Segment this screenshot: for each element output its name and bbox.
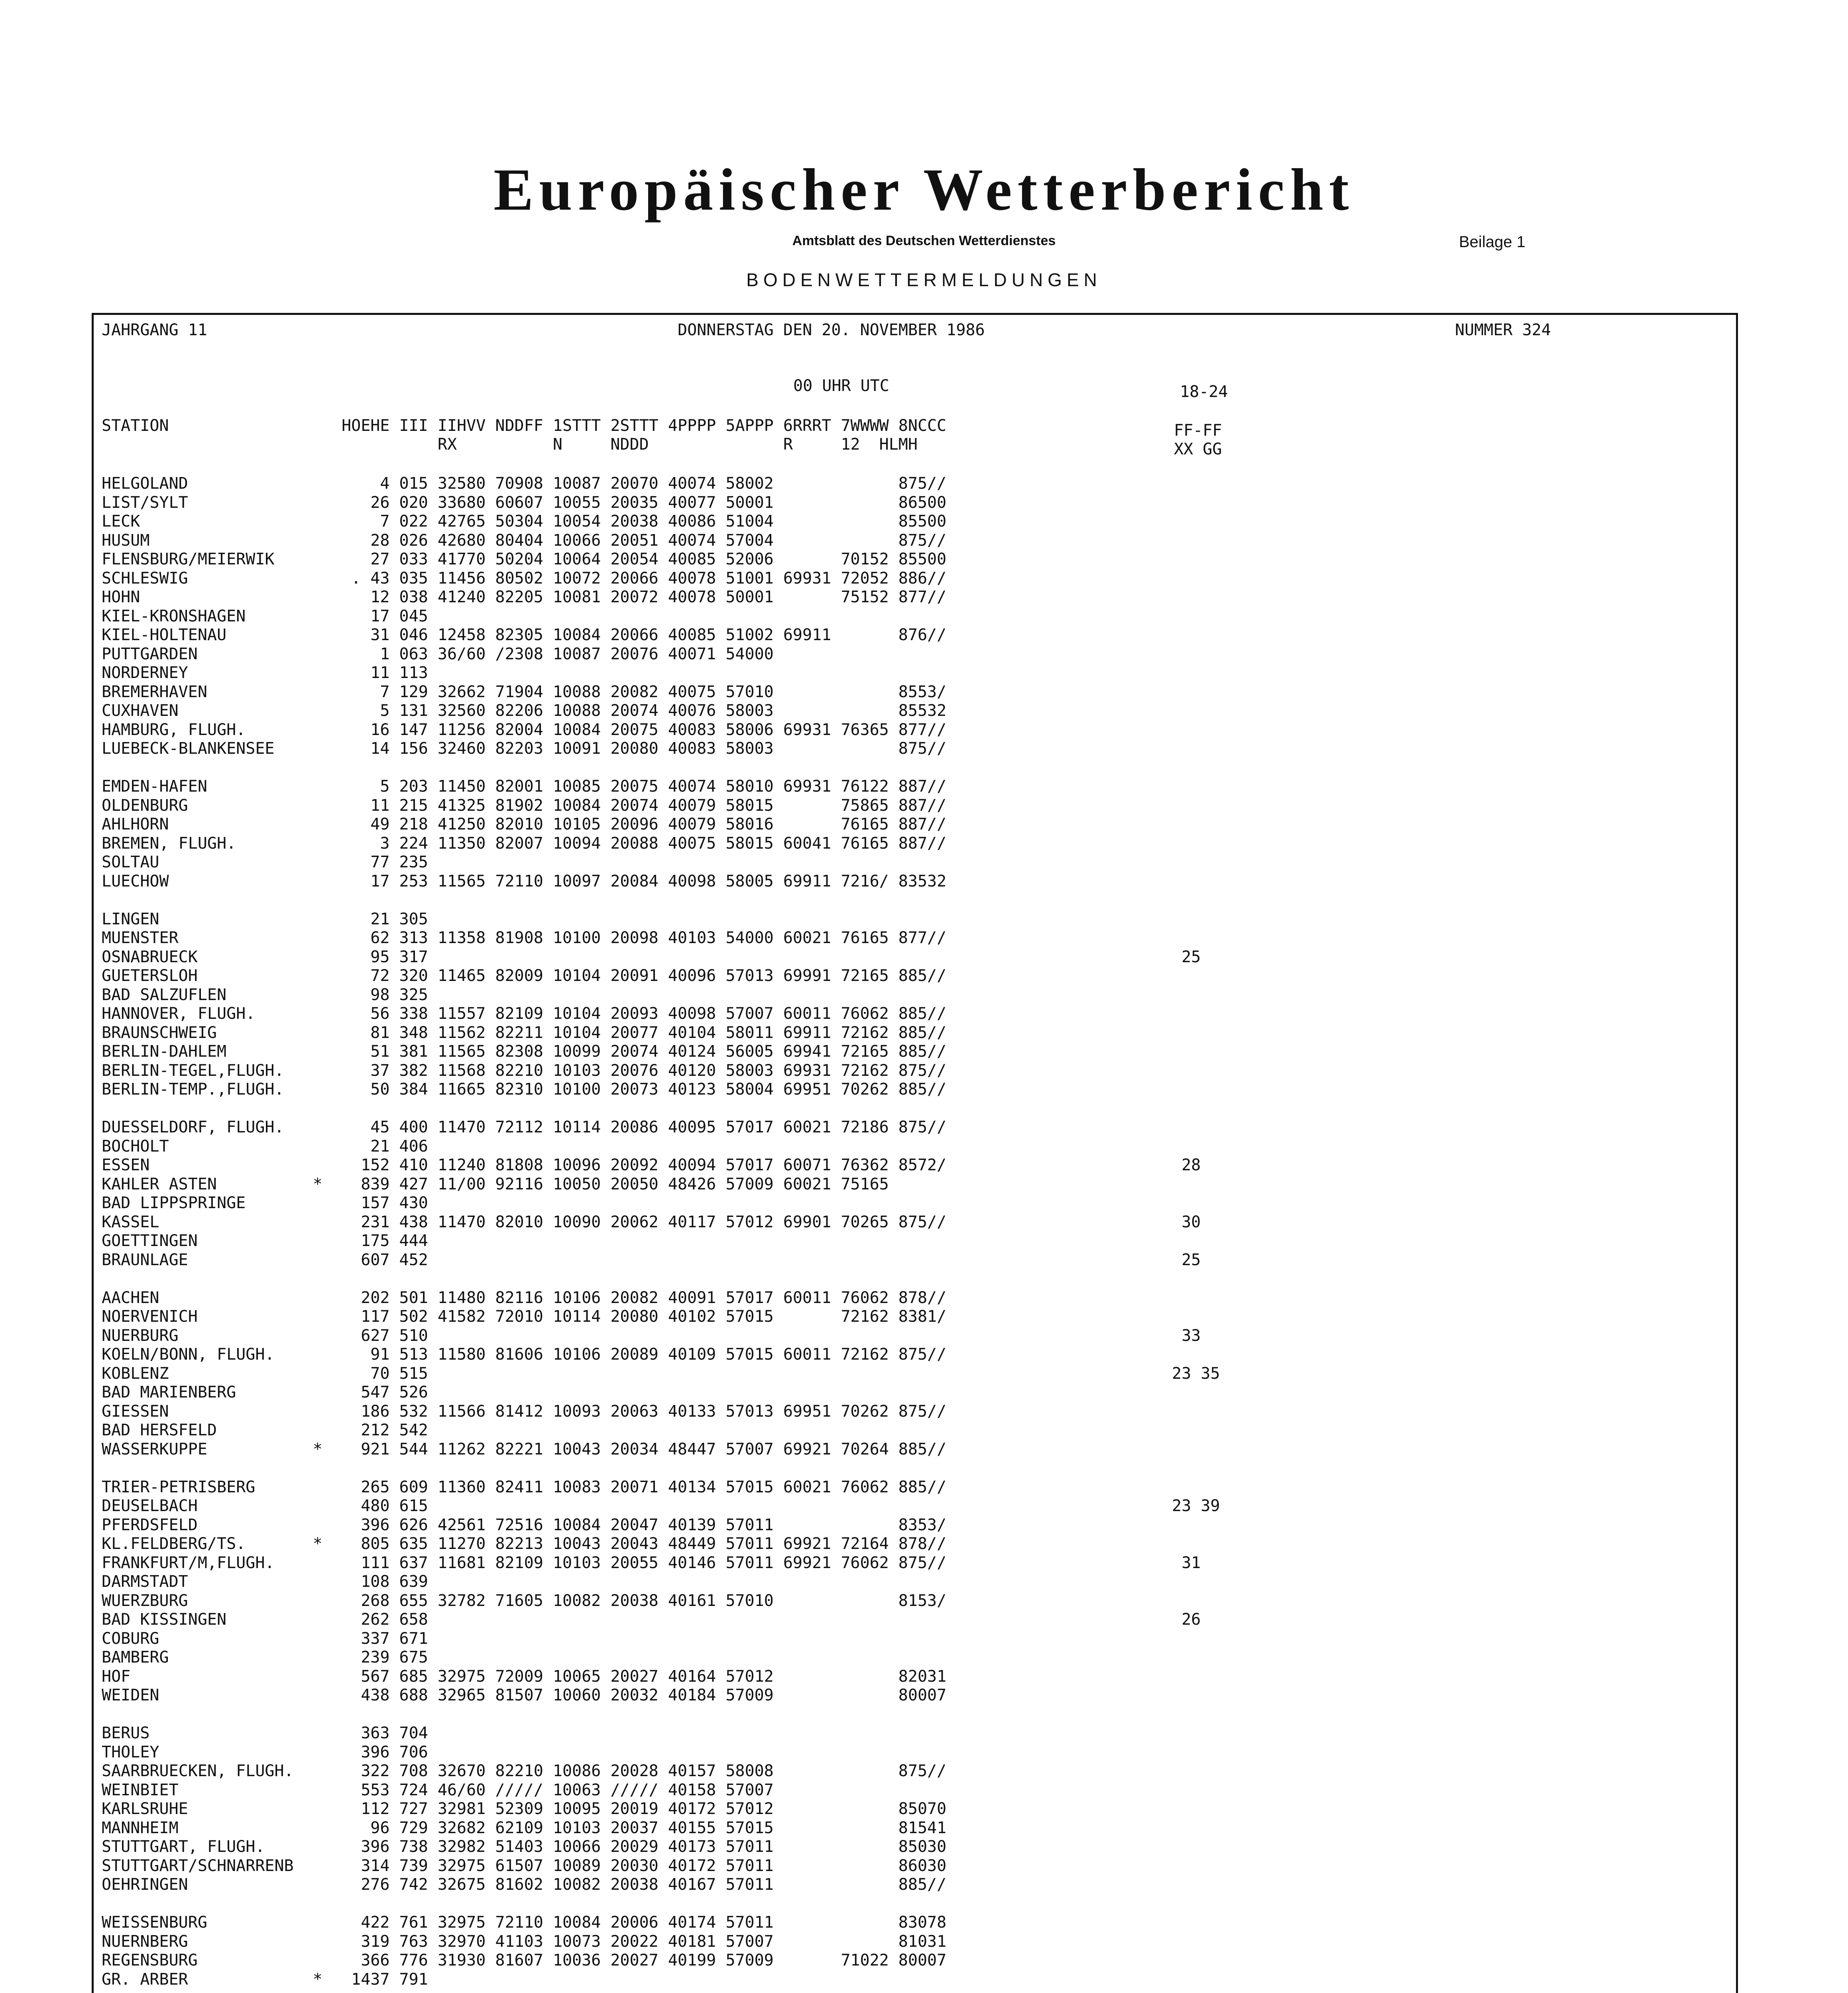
ff-header-row2: XX GG	[1174, 440, 1222, 458]
ff-range-label: 18-24	[1180, 383, 1228, 401]
station-table: HELGOLAND 4 015 32580 70908 10087 20070 40074 58002 875// LIST/SYLT 26 020 33680 60607 10055 20035 40077 50001 86500 LECK 7 022 42765 50304 10054 20038 40086 51004 85500 HUSUM 28 026 42680 80404 10066 20051 40074 57004 875// FLENSBURG/MEIERWIK 27 033 41770 50204 10064 20054 40085 52006 70152 85500 SCHLESWIG . 43 035 11456 80502 10072 20066 40078 51001 69931 72052 886// HOHN 12 038 41240 82205 10081 20072 40078 50001 75152 877// KIEL-KRONSHAGEN 17 045 KIEL-HOLTENAU 31 046 12458 82305 10084 20066 40085 51002 69911 876// PUTTGARDEN 1 063 36/60 /2308 10087 20076 40071 54000 NORDERNEY 11 113 BREMERHAVEN 7 129 32662 71904 10088 20082 40075 57010 8553/ CUXHAVEN 5 131 32560 82206 10088 20074 40076 58003 85532 HAMBURG, FLUGH. 16 147 11256 82004 10084 20075 40083 58006 69931 76365 877// LUEBECK-BLANKENSEE 14 156 32460 82203 10091 20080 40083 58003 875// EMDEN-HAFEN 5 203 11450 82001 10085 20075 40074 58010 69931 76122 887// OLDENBURG 11 215 41325 81902 10084 20074 40079 58015 75865 887// AHLHORN 49 218 41250 82010 10105 20096 40079 58016 76165 887// BREMEN, FLUGH. 3 224 11350 82007 10094 20088 40075 58015 60041 76165 887// SOLTAU 77 235 LUECHOW 17 253 11565 72110 10097 20084 40098 58005 69911 7216/ 83532 LINGEN 21 305 MUENSTER 62 313 11358 81908 10100 20098 40103 54000 60021 76165 877// OSNABRUECK 95 317 GUETERSLOH 72 320 11465 82009 10104 20091 40096 57013 69991 72165 885// BAD SALZUFLEN 98 325 HANNOVER, FLUGH. 56 338 11557 82109 10104 20093 40098 57007 60011 76062 885// BRAUNSCHWEIG 81 348 11562 82211 10104 20077 40104 58011 69911 72162 885// BERLIN-DAHLEM 51 381 11565 82308 10099 20074 40124 56005 69941 72165 885// BERLIN-TEGEL,FLUGH. 37 382 11568 82210 10103 20076 40120 58003 69931 72162 875// BERLIN-TEMP.,FLUGH. 50 384 11665 82310 10100 20073 40123 58004 69951 70262 885// DUESSELDORF, FLUGH. 45 400 11470 72112 10114 20086 40095 57017 60021 72186 875// BOCHOLT 21 406 ESSEN 152 410 11240 81808 10096 20092 40094 57017 60071 76362 8572/ KAHLER ASTEN * 839 427 11/00 92116 10050 20050 48426 57009 60021 75165 BAD LIPPSPRINGE 157 430 KASSEL 231 438 11470 82010 10090 20062 40117 57012 69901 70265 875// GOETTINGEN 175 444 BRAUNLAGE 607 452 AACHEN 202 501 11480 82116 10106 20082 40091 57017 60011 76062 878// NOERVENICH 117 502 41582 72010 10114 20080 40102 57015 72162 8381/ NUERBURG 627 510 KOELN/BONN, FLUGH. 91 513 11580 81606 10106 20089 40109 57015 60011 72162 875// KOBLENZ 70 515 BAD MARIENBERG 547 526 GIESSEN 186 532 11566 81412 10093 20063 40133 57013 69951 70262 875// BAD HERSFELD 212 542 WASSERKUPPE * 921 544 11262 82221 10043 20034 48447 57007 69921 70264 885// TRIER-PETRISBERG 265 609 11360 82411 10083 20071 40134 57015 60021 76062 885// DEUSELBACH 480 615 PFERDSFELD 396 626 42561 72516 10084 20047 40139 57011 8353/ KL.FELDBERG/TS. * 805 635 11270 82213 10043 20043 48449 57011 69921 72164 878// FRANKFURT/M,FLUGH. 111 637 11681 82109 10103 20055 40146 57011 69921 76062 875// DARMSTADT 108 639 WUERZBURG 268 655 32782 71605 10082 20038 40161 57010 8153/ BAD KISSINGEN 262 658 COBURG 337 671 BAMBERG 239 675 HOF 567 685 32975 72009 10065 20027 40164 57012 82031 WEIDEN 438 688 32965 81507 10060 20032 40184 57009 80007 BERUS 363 704 THOLEY 396 706 SAARBRUECKEN, FLUGH. 322 708 32670 82210 10086 20028 40157 58008 875// WEINBIET 553 724 46/60 ///// 10063 ///// 40158 57007 KARLSRUHE 112 727 32981 52309 10095 20019 40172 57012 85070 MANNHEIM 96 729 32682 62109 10103 20037 40155 57015 81541 STUTTGART, FLUGH. 396 738 32982 51403 10066 20029 40173 57011 85030 STUTTGART/SCHNARRENB 314 739 32975 61507 10089 20030 40172 57011 86030 OEHRINGEN 276 742 32675 81602 10082 20038 40167 57011 885// WEISSENBURG 422 761 32975 72110 10084 20006 40174 57011 83078 NUERNBERG 319 763 32970 41103 10073 20022 40181 57007 81031 REGENSBURG 366 776 31930 81607 10036 20027 40199 57009 71022 80007 GR. ARBER * 1437 791	[102, 474, 947, 1989]
beilage-label: Beilage 1	[1459, 233, 1526, 251]
subtitle: Amtsblatt des Deutschen Wetterdienstes	[792, 233, 1056, 248]
jahrgang-label: JAHRGANG 11	[102, 321, 207, 339]
section-title: BODENWETTERMELDUNGEN	[746, 269, 1102, 290]
time-label: 00 UHR UTC	[793, 377, 889, 395]
page-title: Europäischer Wetterbericht	[493, 157, 1355, 223]
ff-column: 25 28 30 25 33 23 35 23 39 31 26	[1172, 947, 1220, 1629]
date-label: DONNERSTAG DEN 20. NOVEMBER 1986	[678, 321, 985, 339]
column-header-row1: STATION HOEHE III IIHVV NDDFF 1STTT 2STTT 4PPPP 5APPP 6RRRT 7WWWW 8NCCC	[102, 417, 947, 435]
nummer-label: NUMMER 324	[1455, 321, 1551, 339]
ff-header-row1: FF-FF	[1174, 421, 1222, 440]
column-header-row2: RX N NDDD R 12 HLMH	[102, 435, 918, 454]
